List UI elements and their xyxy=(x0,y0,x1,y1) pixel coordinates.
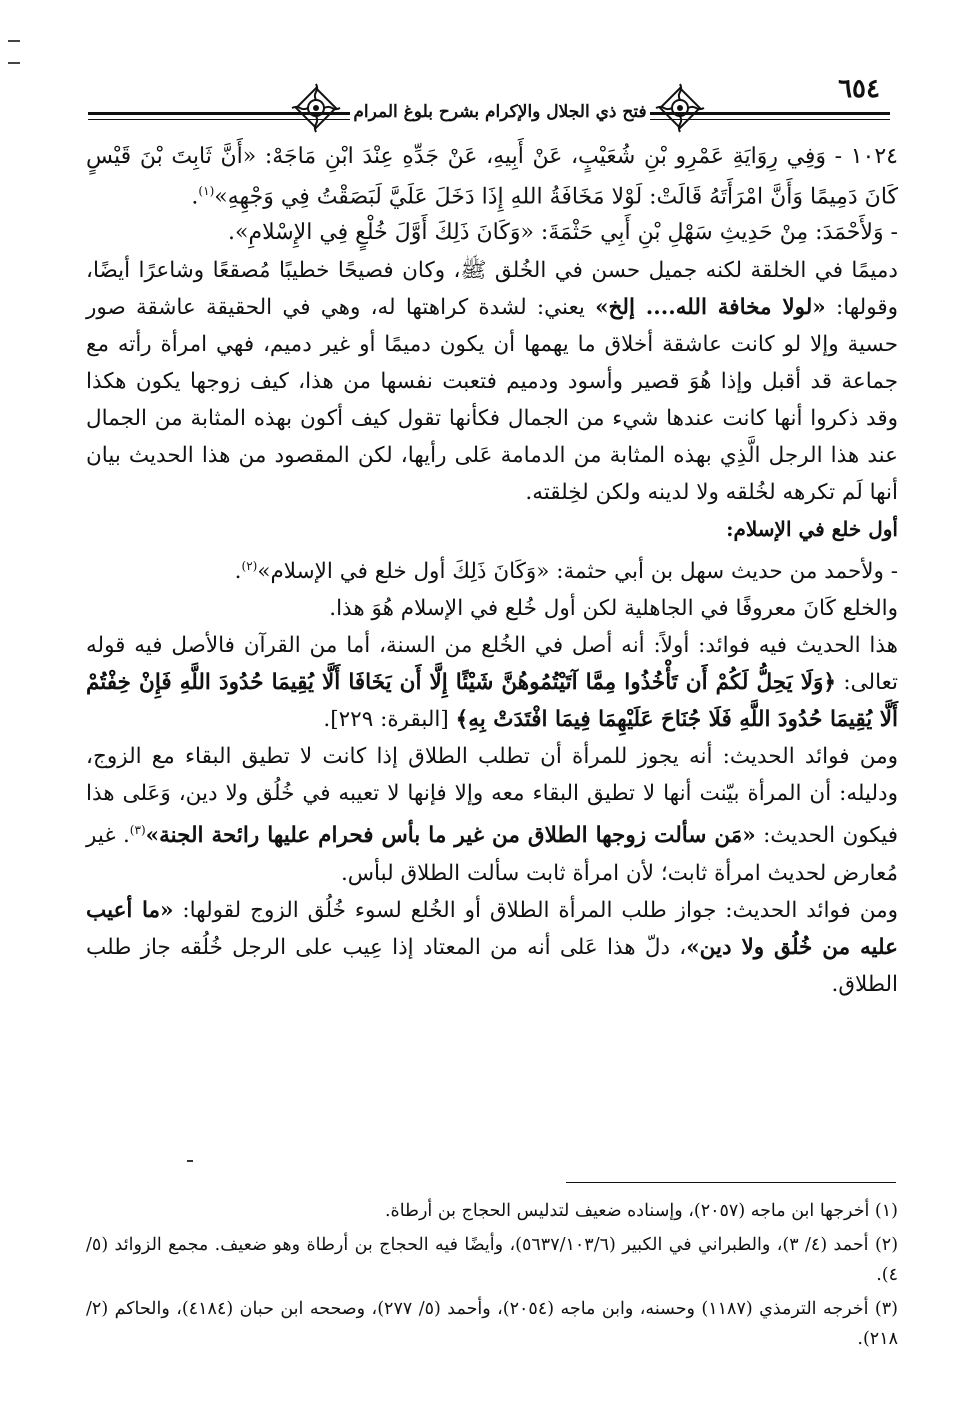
page-body xyxy=(86,140,898,1003)
section-heading: أول خلع في الإسلام: xyxy=(726,517,898,542)
footnote-marker: (٣) xyxy=(129,823,146,838)
benefits-paragraph: هذا الحديث فيه فوائد: أولاً: أنه أصل في الخُلع من السنة، أما من القرآن فالأصل فيه قوله تعالى: ﴿وَلَا يَحِلُّ لَكُمْ أَن تَأْخُذُوا مِمَّا آتَيْتُمُوهُنَّ شَيْئًا إِلَّا أَن يَخَافَا أَلَّا يُقِيمَا حُدُودَ اللَّهِ فَإِنْ خِفْتُمْ أَلَّا يُقِيمَا حُدُودَ اللَّهِ فَلَا جُنَاحَ عَلَيْهِمَا فِيمَا افْتَدَتْ بِهِ﴾ [البقرة: ٢٢٩]. xyxy=(86,633,898,733)
footnote-marker: (١) xyxy=(198,184,215,198)
commentary-paragraph: والخلع كَانَ معروفًا في الجاهلية لكن أول خُلع في الإسلام هُوَ هذا. xyxy=(329,596,898,622)
header-title-box xyxy=(350,92,650,132)
footnotes xyxy=(86,1196,898,1358)
footnote-rule xyxy=(566,1182,896,1183)
footnote: (٢) أحمد (٤/ ٣)، والطبراني في الكبير (٥٦٣٧/١٠٣/٦)، وأيضًا فيه الحجاج بن أرطاة وهو ضعيف. مجمع الزوائد (٥/ ٤). xyxy=(86,1235,899,1285)
quoted-phrase: «ما أعيب عليه من خُلُق ولا دين» xyxy=(86,897,898,960)
quoted-hadith: «مَن سألت زوجها الطلاق من غير ما بأس فحرام عليها رائحة الجنة» xyxy=(145,823,756,849)
quran-verse: ﴿وَلَا يَحِلُّ لَكُمْ أَن تَأْخُذُوا مِمَّا آتَيْتُمُوهُنَّ شَيْئًا إِلَّا أَن يَخَافَا أَلَّا يُقِيمَا حُدُودَ اللَّهِ فَإِنْ خِفْتُمْ أَلَّا يُقِيمَا حُدُودَ اللَّهِ فَلَا جُنَاحَ عَلَيْهِمَا فِيمَا افْتَدَتْ بِهِ﴾ xyxy=(86,670,898,733)
stray-mark xyxy=(187,1160,193,1162)
ornament-icon xyxy=(290,82,342,134)
commentary-paragraph: دميمًا في الخلقة لكنه جميل حسن في الخُلق ﷺ، وكان فصيحًا خطيبًا مُصقعًا وشاعرًا أيضًا، وقولها: «لولا مخافة الله.... إلخ» يعني: لشدة كراهتها له، وهي في الحقيقة عاشقة صور حسية وإلا لو كانت عاشقة أخلاق ما يهمها أن يكون دميمًا أو غير دميم، فهي امرأة رأته مع جماعة قد أقبل وإذا هُوَ قصير وأسود ودميم فتعبت نفسها من هذا، كيف زوجها يكون هكذا وقد ذكروا أنها كانت عندها شيء من الجمال فكأنها تقول كيف أكون بهذه المثابة من الجمال عند هذا الرجل الَّذِي بهذه المثابة من الدمامة عَلى رأيها، لكن المقصود من هذا الحديث بيان أنها لَم تكرهه لخُلقه ولا لدينه ولكن لخِلقته. xyxy=(86,258,898,506)
margin-mark xyxy=(8,40,20,42)
ahmad-repeat: - ولأحمد من حديث سهل بن أبي حثمة: «وَكَانَ ذَلِكَ أول خلع في الإسلام»$^{(٢)}$. xyxy=(234,559,898,585)
hadith-text: ١٠٢٤ - وَفِي رِوَايَةِ عَمْرِو بْنِ شُعَيْبٍ، عَنْ أَبِيهِ، عَنْ جَدِّهِ عِنْدَ ابْنِ مَاجَهْ: «أَنَّ ثَابِتَ بْنَ قَيْسٍ كَانَ دَمِيمًا وَأَنَّ امْرَأَتَهُ قَالَتْ: لَوْلا مَخَافَةُ اللهِ إِذَا دَخَلَ عَلَيَّ لَبَصَقْتُ فِي وَجْهِهِ»$^{(١)}$. xyxy=(86,144,898,210)
benefits-paragraph: ومن فوائد الحديث: أنه يجوز للمرأة أن تطلب الطلاق إذا كانت لا تطيق البقاء مع الزوج، ودليله: أن المرأة بيّنت أنها لا تطيق البقاء معه وإلا فإنها لا تعيبه في خُلُق ولا دين، وَعَلى هذا فيكون الحديث: «مَن سألت زوجها الطلاق من غير ما بأس فحرام عليها رائحة الجنة»$^{(٣)}$. غير مُعارض لحديث امرأة ثابت؛ لأن امرأة ثابت سألت الطلاق لبأس. xyxy=(86,744,898,886)
hadith-ahmad: - وَلأَحْمَدَ: مِنْ حَدِيثِ سَهْلِ بْنِ أَبِي حَثْمَةَ: «وَكَانَ ذَلِكَ أَوَّلَ خُلْعٍ فِي الإِسْلامِ». xyxy=(228,220,898,246)
page-header xyxy=(88,74,890,136)
page-number: ٦٥٤ xyxy=(838,74,880,104)
ornament-icon xyxy=(654,82,706,134)
footnote: (٣) أخرجه الترمذي (١١٨٧) وحسنه، وابن ماجه (٢٠٥٤)، وأحمد (٥/ ٢٧٧)، وصححه ابن حبان (٤١٨٤)، والحاكم (٢/ ٢١٨). xyxy=(86,1299,898,1349)
quran-reference: [البقرة: ٢٢٩]. xyxy=(323,707,449,733)
benefits-paragraph: ومن فوائد الحديث: جواز طلب المرأة الطلاق أو الخُلع لسوء خُلُق الزوج لقولها: «ما أعيب عليه من خُلُق ولا دين»، دلّ هذا عَلى أنه من المعتاد إذا عِيب على الرجل خُلُقه جاز طلب الطلاق. xyxy=(86,897,898,997)
footnote-marker: (٢) xyxy=(241,559,258,574)
margin-mark xyxy=(8,62,20,64)
footnote: (١) أخرجها ابن ماجه (٢٠٥٧)، وإسناده ضعيف لتدليس الحجاج بن أرطاة. xyxy=(384,1201,898,1221)
quoted-phrase: «لولا مخافة الله.... إلخ» xyxy=(595,295,826,321)
book-title: فتح ذي الجلال والإكرام بشرح بلوغ المرام xyxy=(353,102,647,122)
